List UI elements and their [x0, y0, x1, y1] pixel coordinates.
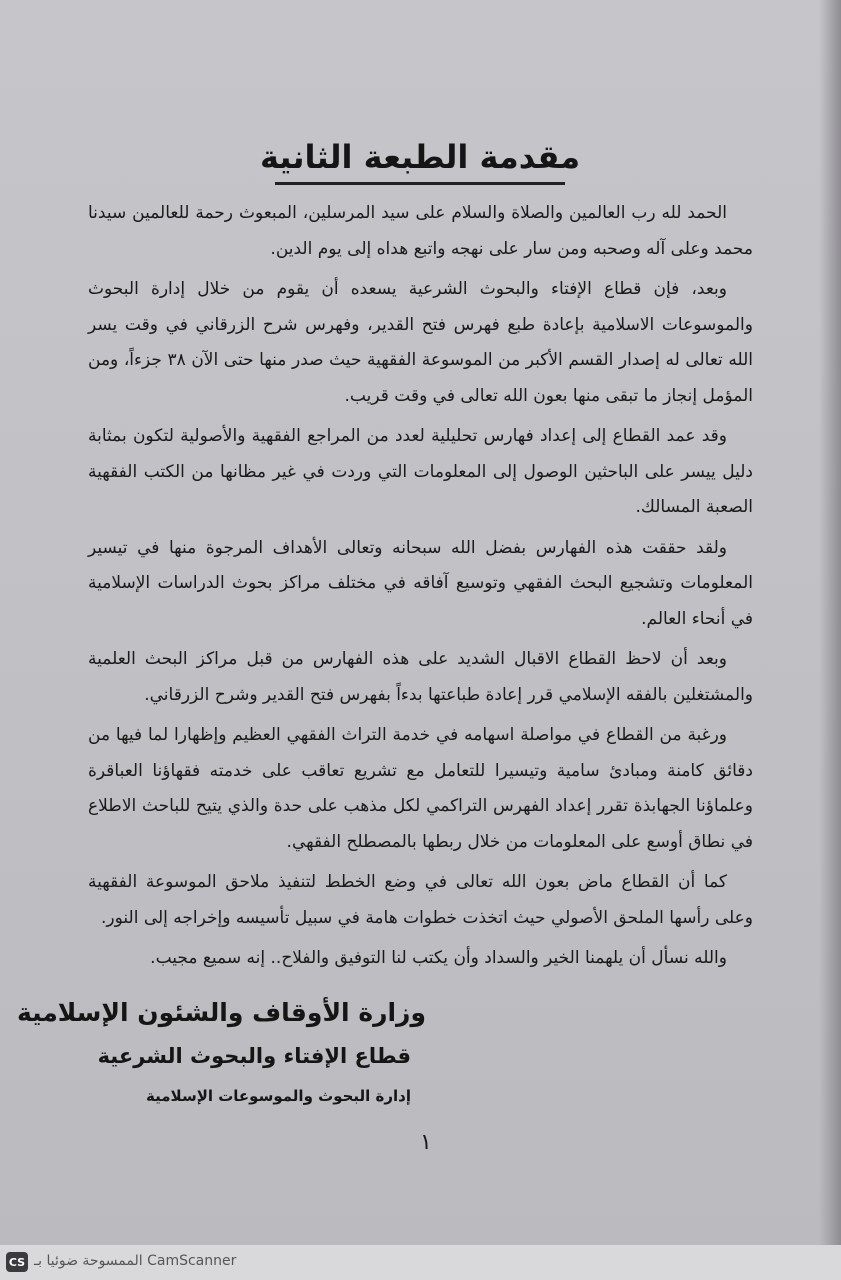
signature-sector: قطاع الإفتاء والبحوث الشرعية	[97, 1044, 411, 1068]
scanner-watermark: الممسوحة ضوئيا بـ CamScanner	[34, 1253, 237, 1269]
paragraph-1: الحمد لله رب العالمين والصلاة والسلام على سيد المرسلين، المبعوث رحمة للعالمين سيدنا محمد وعلى آله وصحبه ومن سار على نهجه واتبع هداه إلى يوم الدين.	[88, 203, 753, 259]
paragraph-2: وبعد، فإن قطاع الإفتاء والبحوث الشرعية يسعده أن يقوم من خلال إدارة البحوث والموسوعات الاسلامية بإعادة طبع فهرس فتح القدير، وفهرس شرح الزرقاني في وقت يسر الله تعالى له إصدار القسم الأكبر من الموسوعة الفقهية حيث صدر منها حتى الآن ٣٨ جزءاً، ومن المؤمل إنجاز ما تبقى منها بعون الله تعالى في وقت قريب.	[88, 279, 753, 406]
paragraph-8: والله نسأل أن يلهمنا الخير والسداد وأن يكتب لنا التوفيق والفلاح.. إنه سميع مجيب.	[150, 948, 727, 968]
paragraph-3: وقد عمد القطاع إلى إعداد فهارس تحليلية لعدد من المراجع الفقهية والأصولية لتكون بمثابة دليل ييسر على الباحثين الوصول إلى المعلومات التي وردت في غير مظانها من الكتب الفقهية الصعبة المسالك.	[88, 426, 753, 517]
scan-shadow	[819, 0, 841, 1280]
page-title: مقدمة الطبعة الثانية	[259, 138, 581, 176]
paragraph-5: وبعد أن لاحظ القطاع الاقبال الشديد على هذه الفهارس من قبل مراكز البحث العلمية والمشتغلين بالفقه الإسلامي قرر إعادة طباعتها بدءاً بفهرس فتح القدير وشرح الزرقاني.	[88, 649, 753, 705]
signature-department: إدارة البحوث والموسوعات الإسلامية	[146, 1087, 411, 1105]
camscanner-icon: CS	[6, 1252, 28, 1272]
paragraph-7: كما أن القطاع ماض بعون الله تعالى في وضع الخطط لتنفيذ ملاحق الموسوعة الفقهية وعلى رأسها الملحق الأصولي حيث اتخذت خطوات هامة في سبيل تأسيسه وإخراجه إلى النور.	[88, 872, 753, 928]
scanner-footer	[0, 1245, 841, 1280]
paragraph-4: ولقد حققت هذه الفهارس بفضل الله سبحانه وتعالى الأهداف المرجوة منها في تيسير المعلومات وتشجيع البحث الفقهي وتوسيع آفاقه في مختلف مراكز بحوث الدراسات الإسلامية في أنحاء العالم.	[88, 537, 753, 629]
signature-ministry: وزارة الأوقاف والشئون الإسلامية	[16, 998, 426, 1027]
page-number: ١	[420, 1130, 432, 1155]
paragraph-6: ورغبة من القطاع في مواصلة اسهامه في خدمة التراث الفقهي العظيم وإظهارا لما فيها من دقائق كامنة ومبادئ سامية وتيسيرا للتعامل مع تشريع تعاقب على خدمته فقهاؤنا العباقرة وعلماؤنا الجهابذة تقرر إعداد الفهرس التراكمي لكل مذهب على حدة والذي يتيح للباحث الاطلاع في نطاق أوسع على المعلومات من خلال ربطها بالمصطلح الفقهي.	[88, 725, 753, 852]
body-text	[88, 196, 753, 977]
title-underline	[275, 182, 565, 185]
